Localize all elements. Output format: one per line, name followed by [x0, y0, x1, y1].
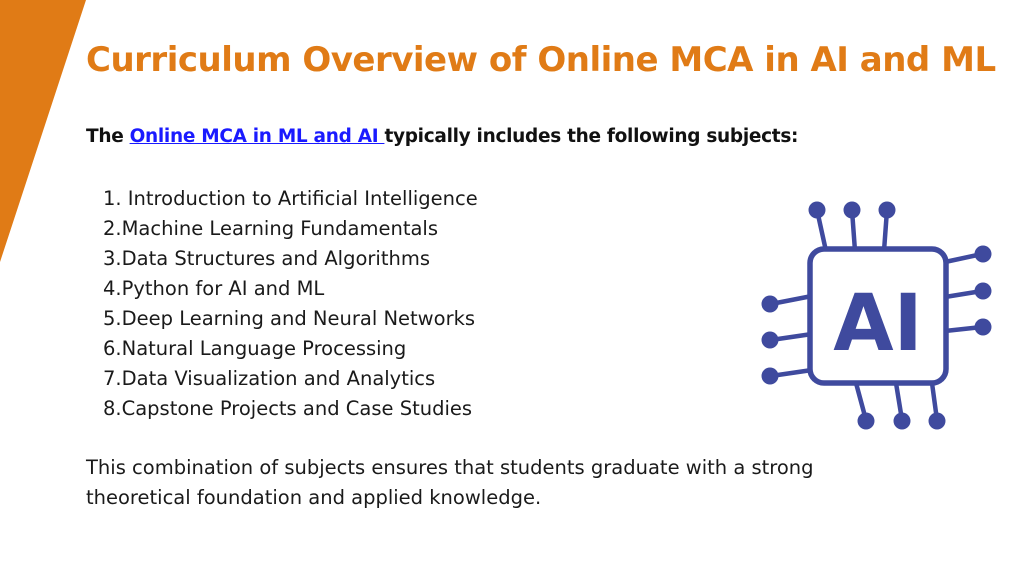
subject-item: 1. Introduction to Artificial Intelligence [103, 187, 478, 210]
subject-item: 2.Machine Learning Fundamentals [103, 217, 439, 240]
ai-chip-icon [755, 195, 1005, 440]
subject-item: 8.Capstone Projects and Case Studies [103, 397, 473, 420]
orange-corner-shape [0, 0, 90, 270]
subject-item: 6.Natural Language Processing [103, 337, 407, 360]
closing-paragraph: This combination of subjects ensures that students graduate with a strong theoretical foundation and applied knowledge. [86, 456, 814, 509]
page-title: Curriculum Overview of Online MCA in AI and ML [86, 40, 996, 80]
subject-item: 7.Data Visualization and Analytics [103, 367, 436, 390]
subject-item: 5.Deep Learning and Neural Networks [103, 307, 476, 330]
ai-chip-label: AI [833, 279, 923, 369]
online-mca-link[interactable]: Online MCA in ML and AI [129, 126, 385, 147]
subject-item: 3.Data Structures and Algorithms [103, 247, 430, 270]
subject-item: 4.Python for AI and ML [103, 277, 325, 300]
subject-list [103, 184, 478, 424]
intro-text [86, 126, 798, 147]
intro-prefix: The [86, 126, 130, 147]
intro-suffix: typically includes the following subjects: [384, 126, 799, 147]
